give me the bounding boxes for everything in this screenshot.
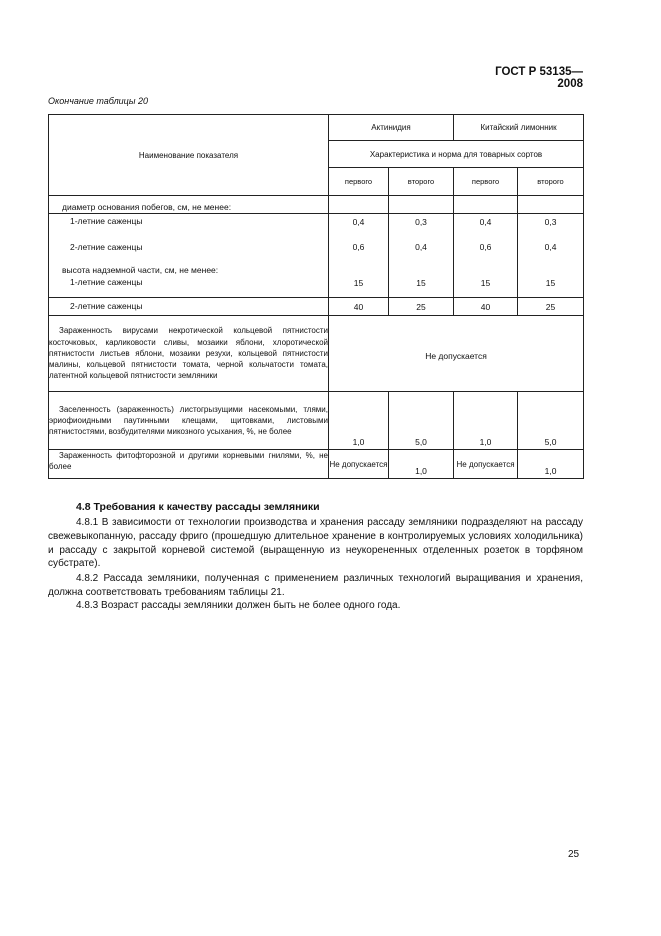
table-cell: 0,4 (518, 239, 584, 256)
table-cell: 0,4 (329, 214, 389, 230)
table-cell: 5,0 (518, 392, 584, 450)
requirements-table (48, 114, 584, 479)
grade-header: первого (329, 168, 389, 196)
table-cell: 15 (329, 276, 389, 290)
diameter-title: диаметр основания побегов, см, не менее: (49, 196, 329, 214)
table-cell: 40 (454, 298, 518, 316)
paragraph: 4.8.3 Возраст рассады земляники должен быть не более одного года. (76, 600, 401, 611)
table-cell: 0,6 (329, 239, 389, 256)
table-caption: Окончание таблицы 20 (48, 96, 148, 106)
table-cell: 1,0 (518, 450, 584, 479)
table-cell: 25 (389, 298, 454, 316)
row-label: 2-летние саженцы (49, 298, 329, 316)
grade-header: второго (389, 168, 454, 196)
height-title: высота надземной части, см, не менее: (49, 256, 329, 276)
table-cell: 0,4 (454, 214, 518, 230)
table-cell: 25 (518, 298, 584, 316)
table-cell: 15 (518, 276, 584, 290)
section-title: 4.8 Требования к качеству рассады земляники (76, 501, 320, 513)
table-cell: 0,6 (454, 239, 518, 256)
plant-header-schisandra: Китайский лимонник (454, 115, 584, 141)
table-cell: 1,0 (389, 450, 454, 479)
table-cell: Не допускается (329, 450, 389, 479)
table-cell: 0,4 (389, 239, 454, 256)
table-cell: 40 (329, 298, 389, 316)
table-cell: 0,3 (518, 214, 584, 230)
virus-row-value: Не допускается (329, 316, 584, 392)
table-cell: 15 (454, 276, 518, 290)
page-number: 25 (568, 849, 580, 860)
row-label: 1-летние саженцы (49, 276, 329, 290)
table-cell: 0,3 (389, 214, 454, 230)
table-cell: 15 (389, 276, 454, 290)
table-cell: 1,0 (329, 392, 389, 450)
paragraph: 4.8.2 Рассада земляники, полученная с применением различных технологий выращивания и хранения, должна соответствовать требованиям таблицы 21. (48, 573, 583, 598)
characteristic-header: Характеристика и норма для товарных сортов (329, 141, 584, 168)
virus-row-label: Зараженность вирусами некротической кольцевой пятнистости косточковых, карликовости сливы, мозаики яблони, хлоротической пятнистости листьев яблони, мозаики резухи, кольцевой пятнистости малины, кольцевой пятнистости томата, черной кольчатости томата, латентной кольцевой пятнистости земляники (49, 316, 329, 392)
row-label: 1-летние саженцы (49, 214, 329, 230)
plant-header-actinidia: Актинидия (329, 115, 454, 141)
standard-code: ГОСТ Р 53135—2008 (495, 66, 583, 90)
table-cell: 5,0 (389, 392, 454, 450)
rot-row-label: Зараженность фитофторозной и другими корневыми гнилями, %, не более (49, 450, 329, 479)
col-name-header: Наименование показателя (49, 115, 329, 196)
table-cell: 1,0 (454, 392, 518, 450)
paragraph: 4.8.1 В зависимости от технологии производства и хранения рассаду земляники подразделяют на рассаду свежевыкопанную, рассаду фриго (прошедшую длительное хранение в контролируемых условиях холодильника) и рассаду с закрытой корневой системой (выращенную из неукорененных отделенных розеток в торфяном субстрате). (48, 517, 583, 570)
pests-row-label: Заселенность (зараженность) листогрызущими насекомыми, тлями, эриофиоидными паутинными клещами, щитовками, листовыми пятнистостями, возбудителями микозного усыхания, %, не более (49, 392, 329, 450)
table-cell: Не допускается (454, 450, 518, 479)
row-label: 2-летние саженцы (49, 239, 329, 256)
grade-header: второго (518, 168, 584, 196)
grade-header: первого (454, 168, 518, 196)
